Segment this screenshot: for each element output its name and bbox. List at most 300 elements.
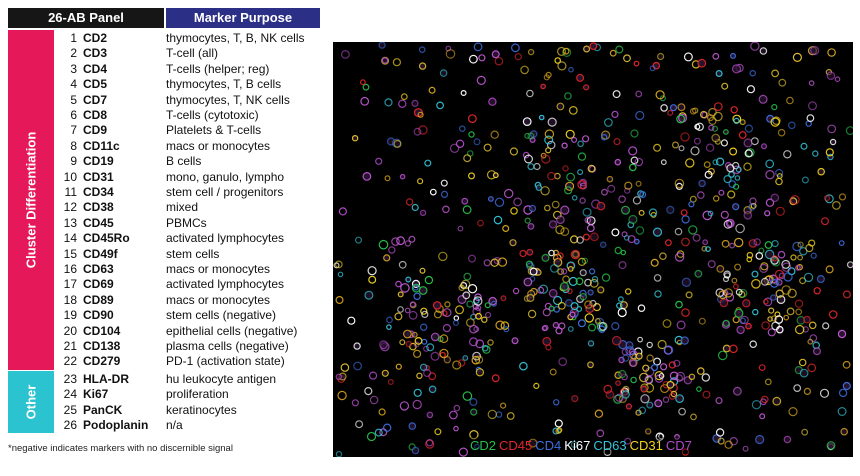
cell-marker [431, 352, 439, 360]
cell-marker [550, 369, 556, 375]
marker-purpose: activated lymphocytes [166, 277, 285, 292]
cell-marker [739, 132, 746, 139]
cell-marker [580, 294, 586, 300]
cell-marker [666, 240, 672, 246]
cell-marker [400, 340, 405, 345]
cell-marker [590, 43, 597, 50]
cell-marker [654, 144, 661, 151]
cell-marker [743, 300, 750, 307]
marker-name: CD19 [83, 154, 114, 169]
cell-marker [749, 240, 756, 247]
cell-marker [631, 157, 638, 164]
cell-marker [439, 252, 447, 260]
cell-marker [803, 177, 809, 183]
marker-name: CD90 [83, 308, 114, 323]
cell-marker [557, 103, 564, 110]
cell-marker [809, 81, 813, 85]
cell-marker [580, 270, 586, 276]
cell-marker [571, 303, 578, 310]
cell-marker [478, 220, 484, 226]
marker-purpose: epithelial cells (negative) [166, 323, 298, 338]
cell-marker [695, 271, 702, 278]
cell-marker [338, 272, 342, 276]
cell-marker [368, 433, 376, 441]
cell-marker [809, 102, 817, 110]
cell-marker [363, 173, 371, 181]
cell-marker [399, 262, 406, 269]
cell-marker [528, 224, 534, 230]
cell-marker [489, 98, 496, 105]
marker-name: CD8 [83, 108, 108, 122]
table-row [8, 308, 320, 323]
cell-marker [818, 169, 824, 175]
cell-marker [461, 91, 466, 96]
cell-marker [561, 283, 569, 291]
cell-marker [618, 309, 626, 317]
cell-marker [639, 211, 644, 216]
cell-marker [514, 198, 522, 206]
cell-marker [570, 312, 575, 317]
cell-marker [388, 380, 393, 385]
cell-marker [800, 369, 808, 377]
cell-marker [689, 202, 694, 207]
cell-marker [734, 387, 742, 395]
cell-marker [395, 313, 402, 320]
panel-header: 26-AB Panel [8, 8, 164, 28]
cell-marker [463, 292, 470, 299]
cell-marker [354, 343, 360, 349]
cell-marker [572, 396, 578, 402]
cell-marker [551, 265, 559, 273]
cell-marker [693, 234, 700, 241]
cell-marker [385, 176, 390, 181]
cell-marker [563, 48, 569, 54]
cell-marker [621, 250, 625, 254]
cell-marker [375, 429, 382, 436]
cell-marker [370, 372, 377, 379]
marker-purpose: macs or monocytes [166, 138, 271, 153]
cell-marker [559, 323, 565, 329]
cell-marker [682, 238, 690, 246]
cell-marker [654, 358, 661, 365]
cell-marker [464, 273, 471, 280]
cell-marker [446, 50, 454, 58]
cell-marker [731, 54, 736, 59]
cell-marker [485, 303, 490, 308]
cell-marker [827, 442, 835, 450]
marker-name: CD4 [83, 61, 108, 76]
cell-marker [489, 197, 494, 202]
cell-marker [811, 253, 816, 258]
cell-marker [647, 355, 653, 361]
cell-marker [559, 303, 566, 310]
marker-purpose-header: Marker Purpose [166, 8, 320, 28]
cell-marker [529, 310, 536, 317]
marker-name: CD69 [83, 277, 114, 292]
cell-marker [588, 225, 595, 232]
cell-marker [484, 260, 490, 266]
cell-marker [387, 325, 391, 329]
cell-marker [784, 273, 792, 281]
cell-marker [676, 395, 684, 403]
cell-marker [510, 148, 517, 155]
cell-marker [584, 234, 590, 240]
table-row [8, 277, 320, 292]
cell-marker [629, 216, 637, 224]
cell-marker [470, 55, 478, 63]
cell-marker [501, 403, 506, 408]
cell-marker [361, 80, 366, 85]
cell-marker [699, 180, 705, 186]
cell-marker [406, 341, 411, 346]
cell-marker [682, 278, 690, 286]
row-number: 25 [63, 402, 77, 417]
cell-marker [470, 399, 477, 406]
table-row [8, 77, 320, 92]
cell-marker [636, 353, 642, 359]
cell-marker [762, 144, 767, 149]
table-row [8, 339, 320, 354]
cell-marker [721, 140, 727, 146]
cell-marker [482, 317, 487, 322]
cell-marker [828, 49, 835, 56]
row-number: 1 [70, 31, 77, 45]
marker-name: HLA-DR [83, 371, 129, 386]
cell-marker [702, 374, 709, 381]
cell-marker [420, 47, 425, 52]
cell-marker [463, 206, 471, 214]
row-number: 10 [63, 169, 77, 184]
cell-marker [588, 362, 594, 368]
cell-marker [638, 305, 644, 311]
table-row [8, 418, 320, 433]
cell-marker [821, 389, 829, 397]
cell-marker [651, 259, 658, 266]
cell-marker [610, 50, 616, 56]
cell-marker [667, 206, 674, 213]
cell-marker [808, 339, 813, 344]
marker-name: CD38 [83, 200, 114, 215]
cell-marker [833, 202, 841, 210]
cell-marker [477, 76, 485, 84]
cell-marker [762, 278, 769, 285]
cell-marker [844, 291, 851, 298]
cell-marker [804, 273, 812, 281]
row-number: 3 [70, 61, 77, 76]
cell-marker [563, 166, 568, 171]
cell-marker [429, 386, 435, 392]
cell-marker [728, 191, 735, 198]
cell-marker [420, 63, 426, 69]
cell-marker [584, 85, 589, 90]
cell-marker [686, 159, 694, 167]
cell-marker [661, 105, 667, 111]
cell-marker [507, 413, 514, 420]
cell-marker [789, 122, 795, 128]
cell-marker [541, 84, 545, 88]
cell-marker [552, 201, 559, 208]
cell-marker [514, 288, 519, 293]
row-number: 12 [63, 200, 77, 215]
cell-marker [402, 94, 408, 100]
cell-marker [698, 59, 706, 67]
cell-marker [677, 321, 685, 329]
cell-marker [545, 205, 550, 210]
cell-marker [636, 112, 644, 120]
cell-marker [802, 429, 808, 435]
cell-marker [352, 400, 358, 406]
cell-marker [598, 287, 604, 293]
cell-marker [369, 276, 376, 283]
marker-name: CD7 [83, 92, 108, 107]
cell-marker [580, 198, 585, 203]
marker-name: CD104 [83, 323, 121, 338]
cell-marker [759, 365, 765, 371]
cell-marker [568, 267, 573, 272]
cell-marker [807, 115, 814, 122]
cell-marker [585, 314, 593, 322]
cell-marker [629, 147, 637, 155]
table-row [8, 387, 320, 402]
row-number: 17 [63, 277, 77, 292]
cell-marker [505, 190, 513, 198]
cell-marker [641, 386, 647, 392]
cell-marker [562, 269, 567, 274]
cell-marker [724, 130, 729, 135]
cell-marker [425, 160, 431, 166]
marker-name: CD34 [83, 185, 114, 199]
cell-marker [441, 180, 447, 186]
cell-marker [488, 410, 496, 418]
marker-purpose: thymocytes, T, B, NK cells [166, 31, 305, 45]
cell-marker [612, 229, 619, 236]
cell-marker [784, 436, 790, 442]
cell-marker [614, 139, 620, 145]
cell-marker [681, 133, 689, 141]
cell-marker [536, 185, 541, 190]
cell-marker [543, 338, 551, 346]
cell-marker [730, 345, 737, 352]
cell-marker [529, 50, 534, 55]
cell-marker [631, 130, 638, 137]
marker-purpose: hu leukocyte antigen [166, 371, 277, 386]
cell-marker [695, 138, 701, 144]
cell-marker [384, 255, 390, 261]
cell-marker [752, 271, 758, 277]
cell-marker [474, 139, 480, 145]
cell-marker [750, 71, 755, 76]
cell-marker [685, 53, 693, 61]
cell-marker [698, 192, 704, 198]
cell-marker [756, 253, 762, 259]
cell-marker [778, 130, 784, 136]
cell-marker [622, 349, 628, 355]
cell-marker [445, 302, 450, 307]
cell-marker [769, 308, 774, 313]
cell-marker [456, 306, 464, 314]
marker-purpose: keratinocytes [166, 402, 237, 417]
cell-marker [353, 136, 358, 141]
cell-marker [341, 364, 348, 371]
cell-marker [376, 158, 382, 164]
channel-legend [468, 437, 697, 454]
cell-marker [733, 204, 739, 210]
cell-marker [772, 241, 778, 247]
cell-marker [462, 198, 468, 204]
cell-marker [708, 261, 715, 268]
cell-marker [569, 68, 573, 72]
cell-marker [566, 182, 574, 190]
marker-purpose: thymocytes, T, B cells [166, 77, 282, 92]
row-number: 6 [70, 108, 77, 122]
cell-marker [795, 300, 802, 307]
cell-marker [796, 309, 802, 315]
row-number: 22 [63, 354, 77, 369]
cell-marker [483, 346, 490, 353]
cell-marker [523, 118, 531, 126]
cell-marker [440, 70, 446, 76]
cell-marker [595, 410, 602, 417]
cell-marker [689, 226, 697, 234]
cell-marker [616, 46, 623, 53]
cell-marker [365, 291, 373, 299]
cell-marker [658, 54, 664, 60]
cell-marker [743, 446, 748, 451]
cell-marker [396, 364, 401, 369]
row-number: 21 [63, 339, 77, 353]
table-row [8, 247, 320, 262]
cell-marker [818, 276, 825, 283]
row-number: 14 [63, 231, 77, 246]
cell-marker [717, 266, 724, 273]
marker-name: CD11c [83, 138, 120, 153]
cell-marker [459, 448, 467, 456]
cell-marker [838, 330, 845, 337]
cell-marker [731, 107, 737, 113]
cell-marker [534, 164, 540, 170]
cell-marker [766, 171, 774, 179]
cell-marker [356, 237, 362, 243]
table-row [8, 324, 320, 339]
cell-marker [476, 369, 483, 376]
cell-marker [601, 242, 606, 247]
cell-marker [771, 194, 778, 201]
row-number: 4 [70, 77, 77, 92]
cell-marker [397, 237, 405, 245]
cell-marker [412, 100, 418, 106]
cell-marker [541, 187, 549, 195]
cell-marker [682, 216, 689, 223]
cell-marker [525, 218, 530, 223]
cell-marker [607, 177, 612, 182]
cell-marker [435, 429, 441, 435]
cell-marker [450, 411, 458, 419]
cell-marker [654, 228, 662, 236]
marker-name: CD31 [83, 169, 114, 184]
cell-marker [661, 364, 667, 370]
cell-marker [398, 292, 403, 297]
cell-marker [583, 136, 589, 142]
marker-purpose: macs or monocytes [166, 262, 271, 276]
cell-marker [756, 436, 764, 444]
marker-name: CD89 [83, 292, 114, 307]
cell-marker [744, 212, 751, 219]
legend-item: CD31 [629, 438, 663, 453]
cell-marker [520, 251, 526, 257]
cell-marker [828, 125, 836, 133]
cell-marker [413, 400, 421, 408]
table-row [8, 293, 320, 308]
cell-marker [630, 360, 636, 366]
footnote: *negative indicates markers with no discernible signal [8, 443, 233, 454]
cell-marker [747, 86, 754, 93]
cell-marker [460, 126, 465, 131]
cell-marker [791, 255, 796, 260]
cell-marker [636, 181, 641, 186]
cell-marker [647, 402, 653, 408]
legend-item: CD7 [665, 438, 692, 453]
table-row [8, 185, 320, 200]
cell-marker [593, 304, 600, 311]
cell-marker [368, 267, 376, 275]
cell-marker [420, 268, 425, 273]
cell-marker [776, 178, 782, 184]
cell-marker [515, 54, 521, 60]
other-group-label: Other [23, 384, 39, 420]
cell-marker [469, 173, 475, 179]
cell-marker [565, 93, 571, 99]
marker-purpose: stem cells [166, 246, 220, 261]
cell-marker [512, 338, 518, 344]
cell-marker [712, 134, 719, 141]
cell-marker [753, 310, 758, 315]
table-row [8, 154, 320, 169]
cell-marker [454, 426, 458, 430]
cell-marker [437, 102, 444, 109]
cell-marker [577, 75, 584, 82]
cell-marker [425, 277, 432, 284]
cell-marker [641, 395, 649, 403]
cell-marker [814, 348, 821, 355]
cell-marker [608, 185, 615, 192]
row-number: 26 [63, 418, 77, 432]
cell-marker [663, 320, 671, 328]
cell-marker [826, 266, 833, 273]
cell-marker [655, 291, 661, 297]
cell-marker [721, 211, 728, 218]
cell-marker [830, 311, 837, 318]
cell-marker [723, 320, 729, 326]
cell-marker [387, 317, 393, 323]
cell-image-canvas [333, 42, 853, 457]
cell-marker [730, 243, 735, 248]
cell-marker [671, 105, 677, 111]
table-row [8, 231, 320, 246]
cell-marker [400, 175, 404, 179]
cell-marker [491, 131, 498, 138]
cell-marker [631, 377, 636, 382]
cell-marker [746, 324, 751, 329]
cell-marker [740, 120, 745, 125]
row-number: 13 [63, 215, 77, 230]
cell-marker [719, 190, 724, 195]
cell-marker [771, 295, 776, 300]
cell-marker [510, 240, 516, 246]
cell-marker [752, 280, 760, 288]
cell-marker [784, 151, 791, 158]
cell-marker [675, 228, 681, 234]
table-row [8, 108, 320, 123]
